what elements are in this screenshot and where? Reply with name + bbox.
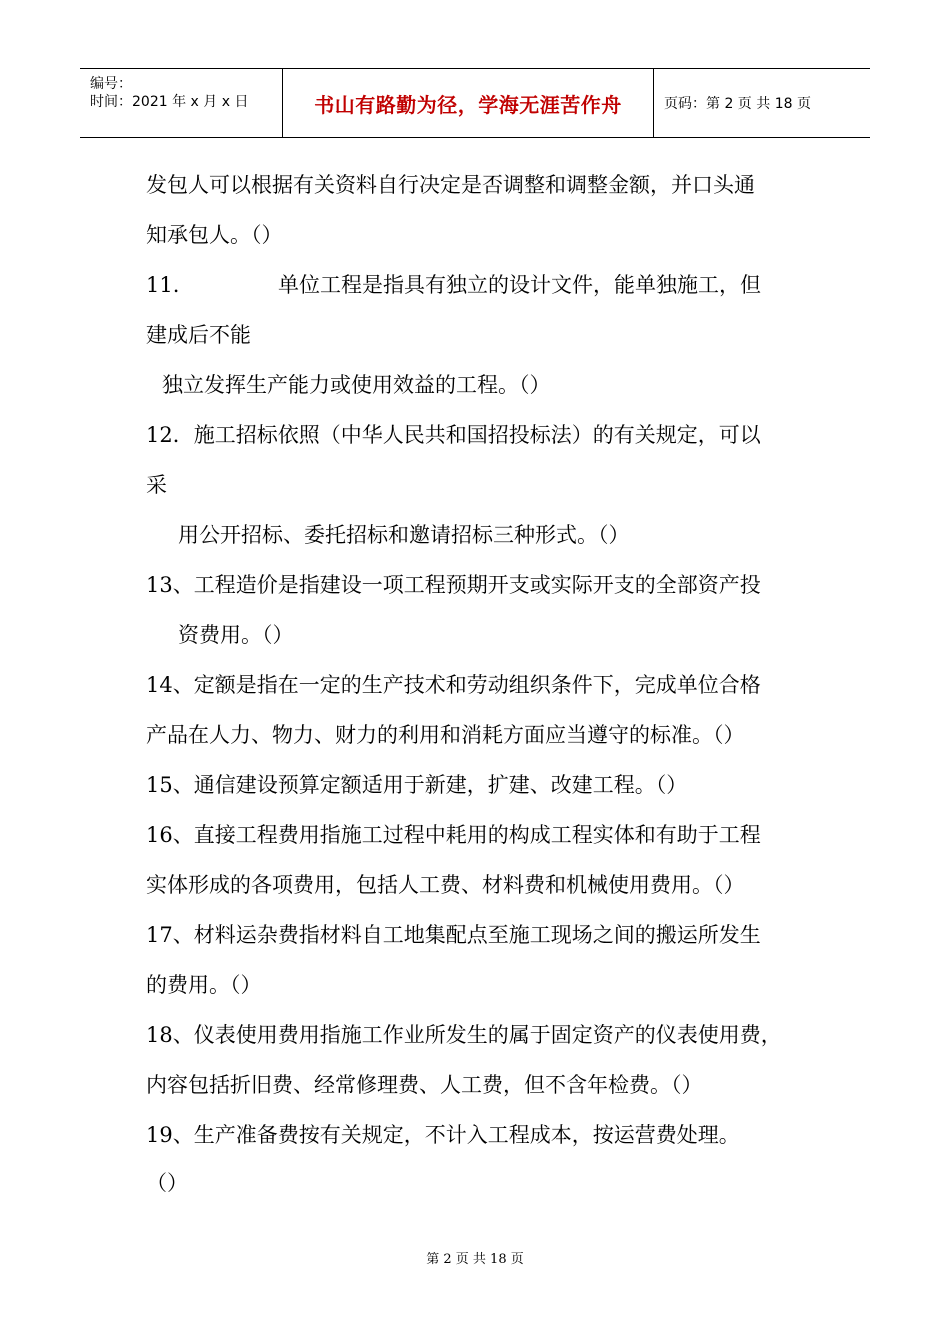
header-motto: 书山有路勤为径，学海无涯苦作舟 xyxy=(314,92,622,117)
page-footer: 第 2 页 共 18 页 xyxy=(426,1252,524,1267)
text-line: 18、仪表使用费用指施工作业所发生的属于固定资产的仪表使用费， xyxy=(146,1023,782,1047)
text-line: 实体形成的各项费用，包括人工费、材料费和机械使用费用。（） xyxy=(146,873,745,897)
text-line: 内容包括折旧费、经常修理费、人工费，但不含年检费。（） xyxy=(146,1073,703,1097)
text-line: 13、工程造价是指建设一项工程预期开支或实际开支的全部资产投 xyxy=(146,573,761,597)
text-line: 15、通信建设预算定额适用于新建，扩建、改建工程。（） xyxy=(146,773,688,797)
text-line: 19、生产准备费按有关规定，不计入工程成本，按运营费处理。 xyxy=(146,1123,740,1147)
text-line: 建成后不能 xyxy=(146,323,251,347)
text-line: 知承包人。（） xyxy=(146,223,283,247)
document-header xyxy=(80,68,870,138)
text-line: 12．施工招标依照（中华人民共和国招投标法）的有关规定，可以 xyxy=(146,423,761,447)
text-line: 单位工程是指具有独立的设计文件，能单独施工，但 xyxy=(278,273,761,297)
text-line: 独立发挥生产能力或使用效益的工程。（） xyxy=(162,373,551,397)
question-number: 11. xyxy=(146,273,180,297)
header-page-cell xyxy=(654,69,870,137)
document-number-label: 编号： xyxy=(90,76,132,92)
text-line: 产品在人力、物力、财力的利用和消耗方面应当遵守的标准。（） xyxy=(146,723,745,747)
header-motto-cell xyxy=(283,69,654,137)
text-line: 发包人可以根据有关资料自行决定是否调整和调整金额，并口头通 xyxy=(146,173,755,197)
text-line: 16、直接工程费用指施工过程中耗用的构成工程实体和有助于工程 xyxy=(146,823,761,847)
header-page-info: 页码：第 2 页 共 18 页 xyxy=(664,96,811,112)
text-line: （） xyxy=(146,1171,188,1195)
text-line: 采 xyxy=(146,473,167,497)
text-line: 17、材料运杂费指材料自工地集配点至施工现场之间的搬运所发生 xyxy=(146,923,761,947)
text-line: 资费用。（） xyxy=(178,623,294,647)
document-date: 时间：2021 年 x 月 x 日 xyxy=(90,94,249,110)
header-meta-cell xyxy=(80,69,283,137)
text-line: 14、定额是指在一定的生产技术和劳动组织条件下，完成单位合格 xyxy=(146,673,761,697)
text-line: 的费用。（） xyxy=(146,973,262,997)
text-line: 用公开招标、委托招标和邀请招标三种形式。（） xyxy=(178,523,630,547)
